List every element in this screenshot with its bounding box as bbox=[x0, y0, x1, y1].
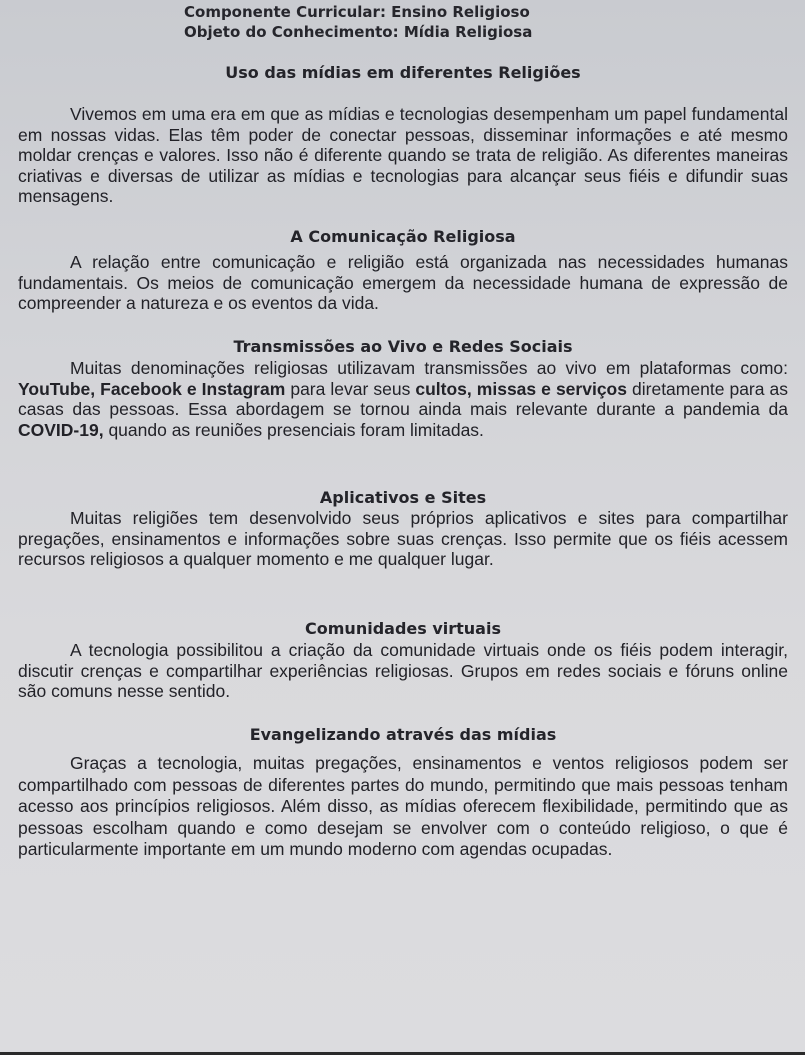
curricular-component-header: Componente Curricular: Ensino Religioso bbox=[184, 3, 530, 21]
services-highlight: cultos, missas e serviços bbox=[415, 378, 627, 399]
section-title-transmissoes: Transmissões ao Vivo e Redes Sociais bbox=[233, 337, 573, 356]
section-body-transmissoes: Muitas denominações religiosas utilizavam transmissões ao vivo em plataformas como: YouTube, Facebook e Instagram para levar seus cultos, missas e serviços diretamente para as casas das pessoas. Essa abordagem se tornou ainda mais relevante durante a pandemia da COVID-19, quando as reuniões presenciais foram limitadas. bbox=[18, 358, 789, 440]
platforms-highlight: YouTube, Facebook e Instagram bbox=[18, 378, 286, 399]
section-title-aplicativos: Aplicativos e Sites bbox=[319, 488, 487, 507]
knowledge-object-header: Objeto do Conhecimento: Mídia Religiosa bbox=[184, 23, 533, 41]
section-body-comunidades: A tecnologia possibilitou a criação da comunidade virtuais onde os fiéis podem interagir, discutir crenças e compartilhar experiências religiosas. Grupos em redes sociais e fóruns online são comuns nesse sentido. bbox=[18, 640, 788, 702]
section-body-evangelizando: Graças a tecnologia, muitas pregações, ensinamentos e ventos religiosos podem ser compartilhado com pessoas de diferentes partes do mundo, permitindo que mais pessoas tenham acesso aos princípios religiosos. Além disso, as mídias oferecem flexibilidade, permitindo que as pessoas escolham quando e como desejam se envolver com o conteúdo religioso, o que é particularmente importante em um mundo moderno com agendas ocupadas. bbox=[18, 753, 788, 860]
section-body-aplicativos: Muitas religiões tem desenvolvido seus próprios aplicativos e sites para compartilhar pregações, ensinamentos e informações sobre suas crenças. Isso permite que os fiéis acessem recursos religiosos a qualquer momento e me qualquer lugar. bbox=[18, 508, 788, 570]
section-body-uso-das-midias: Vivemos em uma era em que as mídias e tecnologias desempenham um papel fundamental em nossas vidas. Elas têm poder de conectar pessoas, disseminar informações e até mesmo moldar crenças e valores. Isso não é diferente quando se trata de religião. As diferentes maneiras criativas e diversas de utilizar as mídias e tecnologias para alcançar seus fiéis e difundir suas mensagens. bbox=[18, 104, 788, 207]
section-title-comunidades: Comunidades virtuais bbox=[305, 619, 501, 638]
section-title-uso-das-midias: Uso das mídias em diferentes Religiões bbox=[225, 63, 581, 82]
covid-highlight: COVID-19, bbox=[18, 419, 104, 440]
section-body-comunicacao-religiosa: A relação entre comunicação e religião está organizada nas necessidades humanas fundamentais. Os meios de comunicação emergem da necessidade humana de expressão de compreender a natureza e os eventos da vida. bbox=[18, 252, 788, 314]
section-title-evangelizando: Evangelizando através das mídias bbox=[249, 725, 557, 744]
section-title-comunicacao-religiosa: A Comunicação Religiosa bbox=[290, 227, 516, 246]
